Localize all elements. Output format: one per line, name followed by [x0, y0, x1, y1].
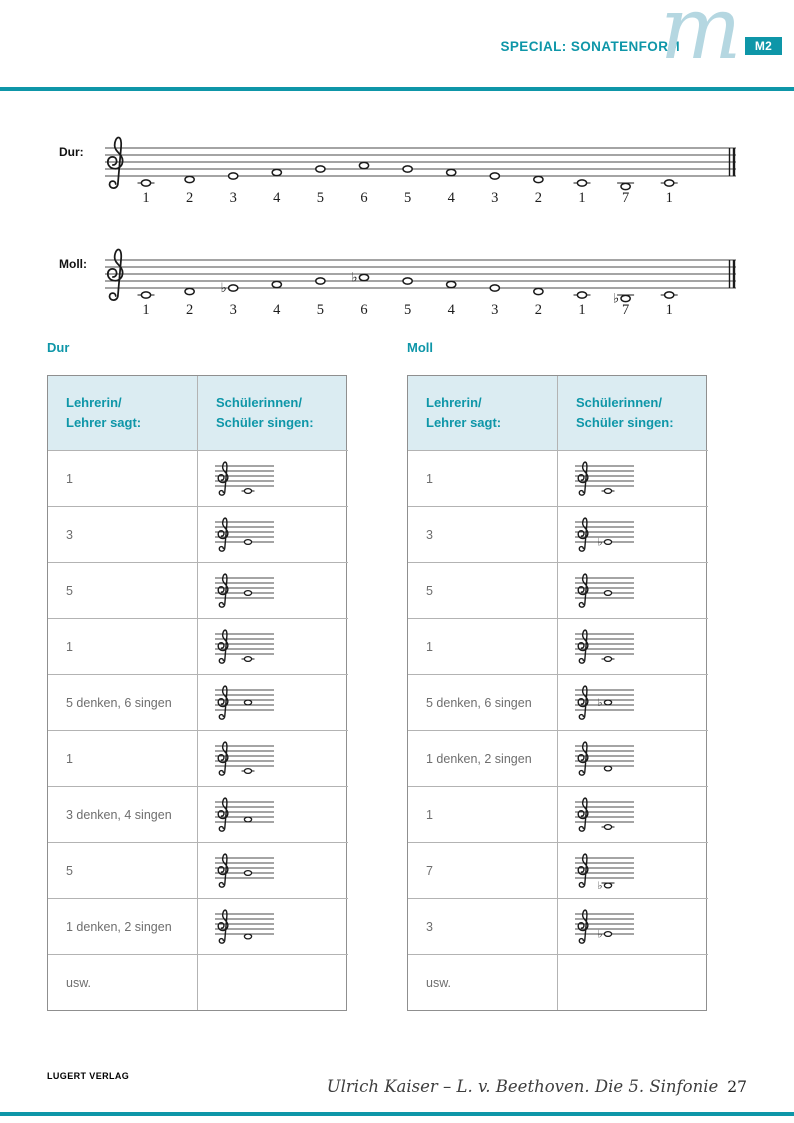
row-label: 5	[66, 863, 73, 878]
staff-moll	[100, 233, 745, 321]
col-header-teacher	[408, 376, 558, 450]
treble-clef-icon	[218, 854, 228, 887]
mini-staff	[574, 738, 636, 780]
col-header-students	[198, 376, 348, 450]
teacher-says-cell	[48, 954, 198, 1010]
mini-staff	[214, 850, 276, 892]
table-row	[408, 618, 706, 674]
scale-degree-number: 5	[316, 302, 325, 318]
table-row	[48, 786, 346, 842]
whole-note	[359, 162, 368, 168]
scale-degree-number: 4	[273, 190, 281, 206]
treble-clef-icon	[108, 249, 123, 300]
whole-note	[141, 180, 150, 186]
mini-staff	[214, 570, 276, 612]
students-sing-cell	[198, 450, 348, 506]
whole-note	[141, 292, 150, 298]
row-label: 7	[426, 863, 433, 878]
table-row	[48, 618, 346, 674]
flat-sign: ♭	[351, 270, 358, 286]
whole-note	[244, 817, 251, 822]
teacher-says-cell	[408, 450, 558, 506]
treble-clef-icon	[108, 137, 123, 188]
page-number: 27	[727, 1078, 747, 1096]
scale-degree-number: 7	[621, 302, 630, 318]
footer-citation	[327, 1077, 747, 1096]
table-row	[48, 954, 346, 1010]
teacher-says-cell	[408, 618, 558, 674]
table-row	[408, 450, 706, 506]
mini-staff	[574, 570, 636, 612]
scale-degree-number: 2	[534, 190, 543, 206]
whole-note	[604, 883, 611, 888]
mini-staff	[574, 906, 636, 948]
module-badge: M2	[745, 37, 782, 55]
whole-note	[316, 278, 325, 284]
row-label: 1	[426, 471, 433, 486]
citation-text: Ulrich Kaiser – L. v. Beethoven. Die 5. Sinfonie	[326, 1077, 719, 1096]
whole-note	[490, 173, 499, 179]
row-label: 1 denken, 2 singen	[66, 919, 172, 934]
teacher-says-cell	[408, 730, 558, 786]
table-row	[408, 954, 706, 1010]
whole-note	[604, 931, 611, 936]
mini-staff	[214, 738, 276, 780]
mini-staff	[214, 794, 276, 836]
row-label: 1	[426, 807, 433, 822]
col-header-line1: Lehrerin/	[426, 395, 482, 410]
table-moll	[407, 375, 707, 1011]
staff-label-moll: Moll:	[59, 257, 87, 271]
staff-dur	[100, 121, 745, 209]
scale-degree-number: 2	[185, 190, 194, 206]
table-row	[408, 674, 706, 730]
teacher-says-cell	[48, 506, 198, 562]
treble-clef-icon	[578, 630, 588, 663]
page-title: SPECIAL: SONATENFORM	[500, 39, 680, 54]
treble-clef-icon	[578, 798, 588, 831]
teacher-says-cell	[48, 674, 198, 730]
scale-degree-number: 2	[534, 302, 543, 318]
treble-clef-icon	[578, 742, 588, 775]
whole-note	[229, 173, 238, 179]
treble-clef-icon	[218, 518, 228, 551]
row-label: 5 denken, 6 singen	[426, 695, 532, 710]
whole-note	[447, 281, 456, 287]
students-sing-cell	[198, 730, 348, 786]
scale-degree-number: 1	[665, 190, 673, 206]
scale-degree-number: 4	[447, 190, 455, 206]
flat-sign: ♭	[597, 696, 603, 709]
mini-staff	[574, 458, 636, 500]
mini-staff	[574, 850, 636, 892]
table-dur	[47, 375, 347, 1011]
table-row	[48, 730, 346, 786]
teacher-says-cell	[408, 786, 558, 842]
treble-clef-icon	[218, 742, 228, 775]
whole-note	[244, 700, 251, 705]
col-header-line2: Lehrer sagt:	[426, 415, 502, 430]
table-row	[408, 506, 706, 562]
mini-staff	[574, 682, 636, 724]
col-header-line2: Schüler singen:	[576, 415, 674, 430]
scale-degree-number: 4	[273, 302, 281, 318]
scale-degree-number: 3	[491, 302, 499, 318]
staff-label-dur: Dur:	[59, 145, 84, 159]
col-header-line1: Schülerinnen/	[576, 395, 662, 410]
teacher-says-cell	[408, 674, 558, 730]
whole-note	[403, 278, 412, 284]
students-sing-cell	[558, 842, 708, 898]
col-header-teacher	[48, 376, 198, 450]
treble-clef-icon	[218, 462, 228, 495]
row-label: 3	[426, 527, 433, 542]
flat-sign: ♭	[597, 928, 603, 940]
col-header-students	[558, 376, 708, 450]
mini-staff	[214, 514, 276, 556]
students-sing-cell	[558, 786, 708, 842]
teacher-says-cell	[48, 618, 198, 674]
treble-clef-icon	[218, 630, 228, 663]
row-label: usw.	[426, 975, 452, 990]
whole-note	[534, 288, 543, 294]
students-sing-cell	[558, 674, 708, 730]
students-sing-cell	[558, 450, 708, 506]
whole-note	[244, 656, 251, 661]
teacher-says-cell	[48, 842, 198, 898]
whole-note	[185, 176, 194, 182]
mini-staff	[214, 682, 276, 724]
whole-note	[229, 285, 238, 291]
col-header-line1: Schülerinnen/	[216, 395, 302, 410]
footer-rule	[0, 1112, 794, 1116]
row-label: 5 denken, 6 singen	[66, 695, 172, 710]
mini-staff	[214, 458, 276, 500]
treble-clef-icon	[218, 910, 228, 943]
students-sing-cell	[198, 954, 348, 1010]
whole-note	[604, 656, 611, 661]
treble-clef-icon	[578, 574, 588, 607]
col-header-line2: Lehrer sagt:	[66, 415, 142, 430]
teacher-says-cell	[408, 898, 558, 954]
scale-degree-number: 1	[142, 190, 150, 206]
teacher-says-cell	[48, 730, 198, 786]
students-sing-cell	[198, 618, 348, 674]
students-sing-cell	[558, 898, 708, 954]
students-sing-cell	[558, 562, 708, 618]
mini-staff	[574, 794, 636, 836]
teacher-says-cell	[48, 450, 198, 506]
col-header-line1: Lehrerin/	[66, 395, 122, 410]
scale-degree-number: 1	[142, 302, 150, 318]
whole-note	[244, 590, 251, 595]
whole-note	[447, 169, 456, 175]
treble-clef-icon	[218, 574, 228, 607]
treble-clef-icon	[218, 686, 228, 719]
table-header-row	[408, 376, 706, 450]
whole-note	[272, 169, 281, 175]
treble-clef-icon	[578, 686, 588, 719]
students-sing-cell	[558, 506, 708, 562]
scale-degree-number: 6	[360, 302, 368, 318]
table-header-row	[48, 376, 346, 450]
teacher-says-cell	[408, 842, 558, 898]
row-label: 5	[426, 583, 433, 598]
students-sing-cell	[198, 674, 348, 730]
watermark-m-glyph: m	[660, 0, 742, 79]
row-label: usw.	[66, 975, 92, 990]
whole-note	[244, 488, 251, 493]
students-sing-cell	[558, 730, 708, 786]
col-header-line2: Schüler singen:	[216, 415, 314, 430]
whole-note	[272, 281, 281, 287]
whole-note	[665, 292, 674, 298]
table-row	[48, 562, 346, 618]
whole-note	[604, 488, 611, 493]
scale-degree-number: 6	[360, 190, 368, 206]
whole-note	[577, 292, 586, 298]
treble-clef-icon	[218, 798, 228, 831]
whole-note	[185, 288, 194, 294]
whole-note	[621, 183, 630, 189]
scale-degree-number: 5	[403, 190, 412, 206]
flat-sign: ♭	[220, 281, 227, 297]
table-row	[408, 562, 706, 618]
mini-staff	[574, 626, 636, 668]
treble-clef-icon	[578, 518, 588, 551]
flat-sign: ♭	[613, 291, 620, 307]
table-row	[48, 842, 346, 898]
row-label: 1	[66, 471, 73, 486]
flat-sign: ♭	[597, 536, 603, 548]
table-row	[48, 506, 346, 562]
table-row	[48, 450, 346, 506]
students-sing-cell	[558, 954, 708, 1010]
table-row	[408, 898, 706, 954]
mini-staff	[574, 514, 636, 556]
students-sing-cell	[198, 506, 348, 562]
scale-degree-number: 1	[665, 302, 673, 318]
whole-note	[604, 590, 611, 595]
scale-degree-number: 1	[578, 302, 586, 318]
table-row	[48, 898, 346, 954]
table-row	[48, 674, 346, 730]
row-label: 3 denken, 4 singen	[66, 807, 172, 822]
scale-degree-number: 3	[229, 302, 237, 318]
treble-clef-icon	[578, 462, 588, 495]
whole-note	[621, 295, 630, 301]
table-row	[408, 730, 706, 786]
scale-degree-number: 1	[578, 190, 586, 206]
teacher-says-cell	[408, 562, 558, 618]
treble-clef-icon	[578, 854, 588, 887]
whole-note	[244, 539, 251, 544]
teacher-says-cell	[408, 954, 558, 1010]
publisher-logo: LUGERT VERLAG	[47, 1071, 130, 1081]
mini-staff	[214, 906, 276, 948]
scale-degree-number: 5	[403, 302, 412, 318]
whole-note	[244, 870, 251, 875]
whole-note	[316, 166, 325, 172]
table-row	[408, 842, 706, 898]
row-label: 1	[426, 639, 433, 654]
students-sing-cell	[198, 562, 348, 618]
whole-note	[665, 180, 674, 186]
row-label: 3	[66, 527, 73, 542]
whole-note	[604, 539, 611, 544]
whole-note	[244, 934, 251, 939]
header-rule	[0, 87, 794, 91]
whole-note	[403, 166, 412, 172]
whole-note	[490, 285, 499, 291]
whole-note	[604, 700, 611, 705]
row-label: 1	[66, 639, 73, 654]
students-sing-cell	[198, 842, 348, 898]
students-sing-cell	[198, 786, 348, 842]
teacher-says-cell	[48, 562, 198, 618]
scale-degree-number: 7	[621, 190, 630, 206]
scale-degree-number: 3	[229, 190, 237, 206]
flat-sign: ♭	[597, 879, 603, 892]
students-sing-cell	[198, 898, 348, 954]
row-label: 5	[66, 583, 73, 598]
table-caption-moll: Moll	[407, 340, 433, 355]
treble-clef-icon	[578, 910, 588, 943]
teacher-says-cell	[48, 786, 198, 842]
scale-degree-number: 3	[491, 190, 499, 206]
row-label: 1 denken, 2 singen	[426, 751, 532, 766]
whole-note	[534, 176, 543, 182]
scale-degree-number: 4	[447, 302, 455, 318]
whole-note	[604, 824, 611, 829]
whole-note	[359, 274, 368, 280]
students-sing-cell	[558, 618, 708, 674]
whole-note	[577, 180, 586, 186]
mini-staff	[214, 626, 276, 668]
teacher-says-cell	[48, 898, 198, 954]
row-label: 1	[66, 751, 73, 766]
table-caption-dur: Dur	[47, 340, 70, 355]
whole-note	[244, 768, 251, 773]
whole-note	[604, 766, 611, 771]
teacher-says-cell	[408, 506, 558, 562]
table-row	[408, 786, 706, 842]
row-label: 3	[426, 919, 433, 934]
scale-degree-number: 2	[185, 302, 194, 318]
scale-degree-number: 5	[316, 190, 325, 206]
